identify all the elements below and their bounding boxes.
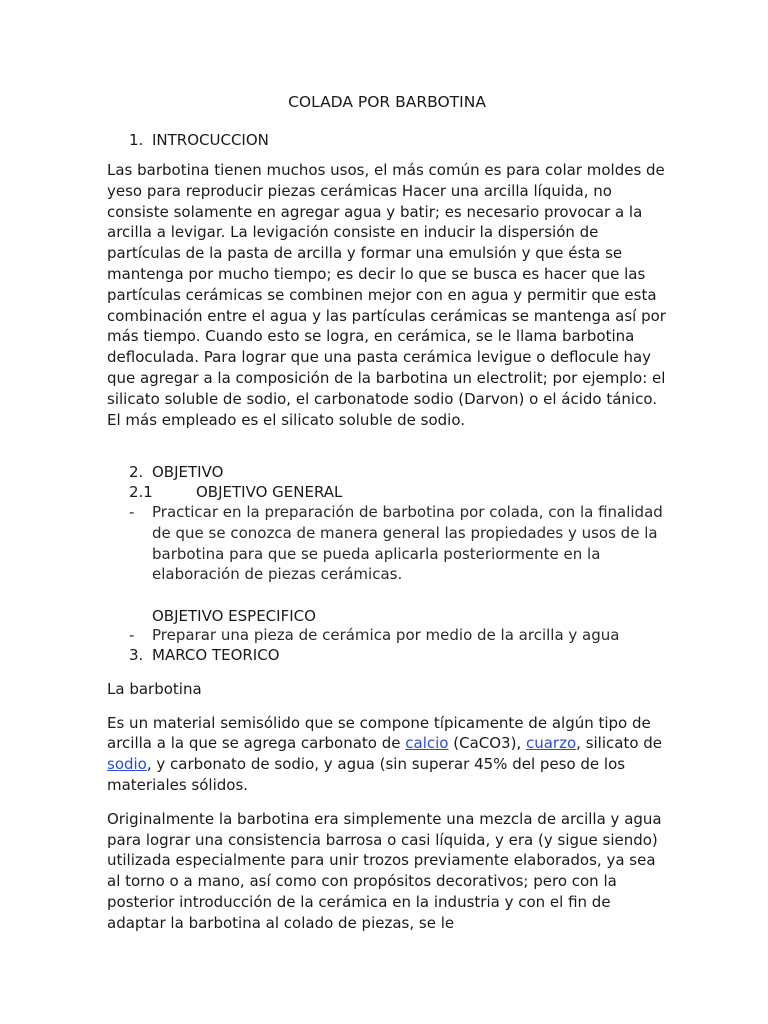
objetivo-especifico-heading: OBJETIVO ESPECIFICO xyxy=(152,606,316,625)
objetivo-general-text: Practicar en la preparación de barbotina por colada, con la finalidad de que se conozca de manera general las propiedades y usos de la barbotina para que se pueda aplicarla posteriormente en la elaboración de piezas cerámicas. xyxy=(152,503,663,584)
barbotina-subtitle: La barbotina xyxy=(107,679,202,698)
objetivo-especifico-text: Preparar una pieza de cerámica por medio de la arcilla y agua xyxy=(152,625,620,644)
objetivo-general-item xyxy=(107,502,667,584)
document-title: COLADA POR BARBOTINA xyxy=(288,93,486,111)
document-page xyxy=(107,92,667,934)
section-1-number: 1. xyxy=(129,131,144,149)
dash-bullet: - xyxy=(129,503,135,522)
section-1-heading xyxy=(107,130,667,150)
subsection-2-1-label: OBJETIVO GENERAL xyxy=(196,483,343,502)
p1-part-4: , y carbonato de sodio, y agua (sin superar 45% del peso de los materiales sólidos. xyxy=(107,755,626,794)
link-calcio[interactable]: calcio xyxy=(405,734,449,753)
intro-paragraph: Las barbotina tienen muchos usos, el más común es para colar moldes de yeso para reproducir piezas cerámicas Hacer una arcilla líquida, no consiste solamente en agregar agua y batir; es necesario provocar a la arcilla a levigar. La levigación consiste en inducir la dispersión de partículas de la pasta de arcilla y formar una emulsión y que ésta se mantenga por mucho tiempo; es decir lo que se busca es hacer que las partículas cerámicas se combinen mejor con en agua y permitir que esta combinación entre el agua y las partículas cerámicas se mantenga así por más tiempo. Cuando esto se logra, en cerámica, se le llama barbotina defloculada. Para lograr que una pasta cerámica levigue o deflocule hay que agregar a la composición de la barbotina un electrolit; por ejemplo: el silicato soluble de sodio, el carbonatode sodio (Darvon) o el ácido tánico. El más empleado es el silicato soluble de sodio. xyxy=(107,161,666,429)
link-cuarzo[interactable]: cuarzo xyxy=(525,734,577,753)
section-2-heading xyxy=(107,462,667,482)
marco-paragraph-1 xyxy=(107,713,667,796)
p1-part-1: Es un material semisólido que se compone típicamente de algún tipo de arcilla a la que se agrega carbonato de xyxy=(107,713,651,753)
section-3-heading xyxy=(107,645,667,665)
dash-bullet: - xyxy=(129,625,135,644)
objetivo-especifico-item xyxy=(107,626,667,645)
section-3-label: MARCO TEORICO xyxy=(152,645,280,664)
p1-part-2: (CaCO3), xyxy=(448,734,526,753)
subsection-2-1-number: 2.1 xyxy=(129,483,153,502)
marco-paragraph-2: Originalmente la barbotina era simplemente una mezcla de arcilla y agua para lograr una consistencia barrosa o casi líquida, y era (y sigue siendo) utilizada especialmente para unir trozos previamente elaborados, ya sea al torno o a mano, así como con propósitos decorativos; pero con la posterior introducción de la cerámica en la industria y con el fin de adaptar la barbotina al colado de piezas, se le xyxy=(107,809,662,932)
section-2-number: 2. xyxy=(129,463,144,482)
section-3-number: 3. xyxy=(129,645,144,664)
section-1-label: INTROCUCCION xyxy=(152,131,269,149)
p1-part-3: , silicato de xyxy=(576,734,663,753)
link-sodio[interactable]: sodio xyxy=(107,755,147,774)
subsection-2-1-heading xyxy=(107,482,667,502)
section-2-label: OBJETIVO xyxy=(152,463,224,482)
